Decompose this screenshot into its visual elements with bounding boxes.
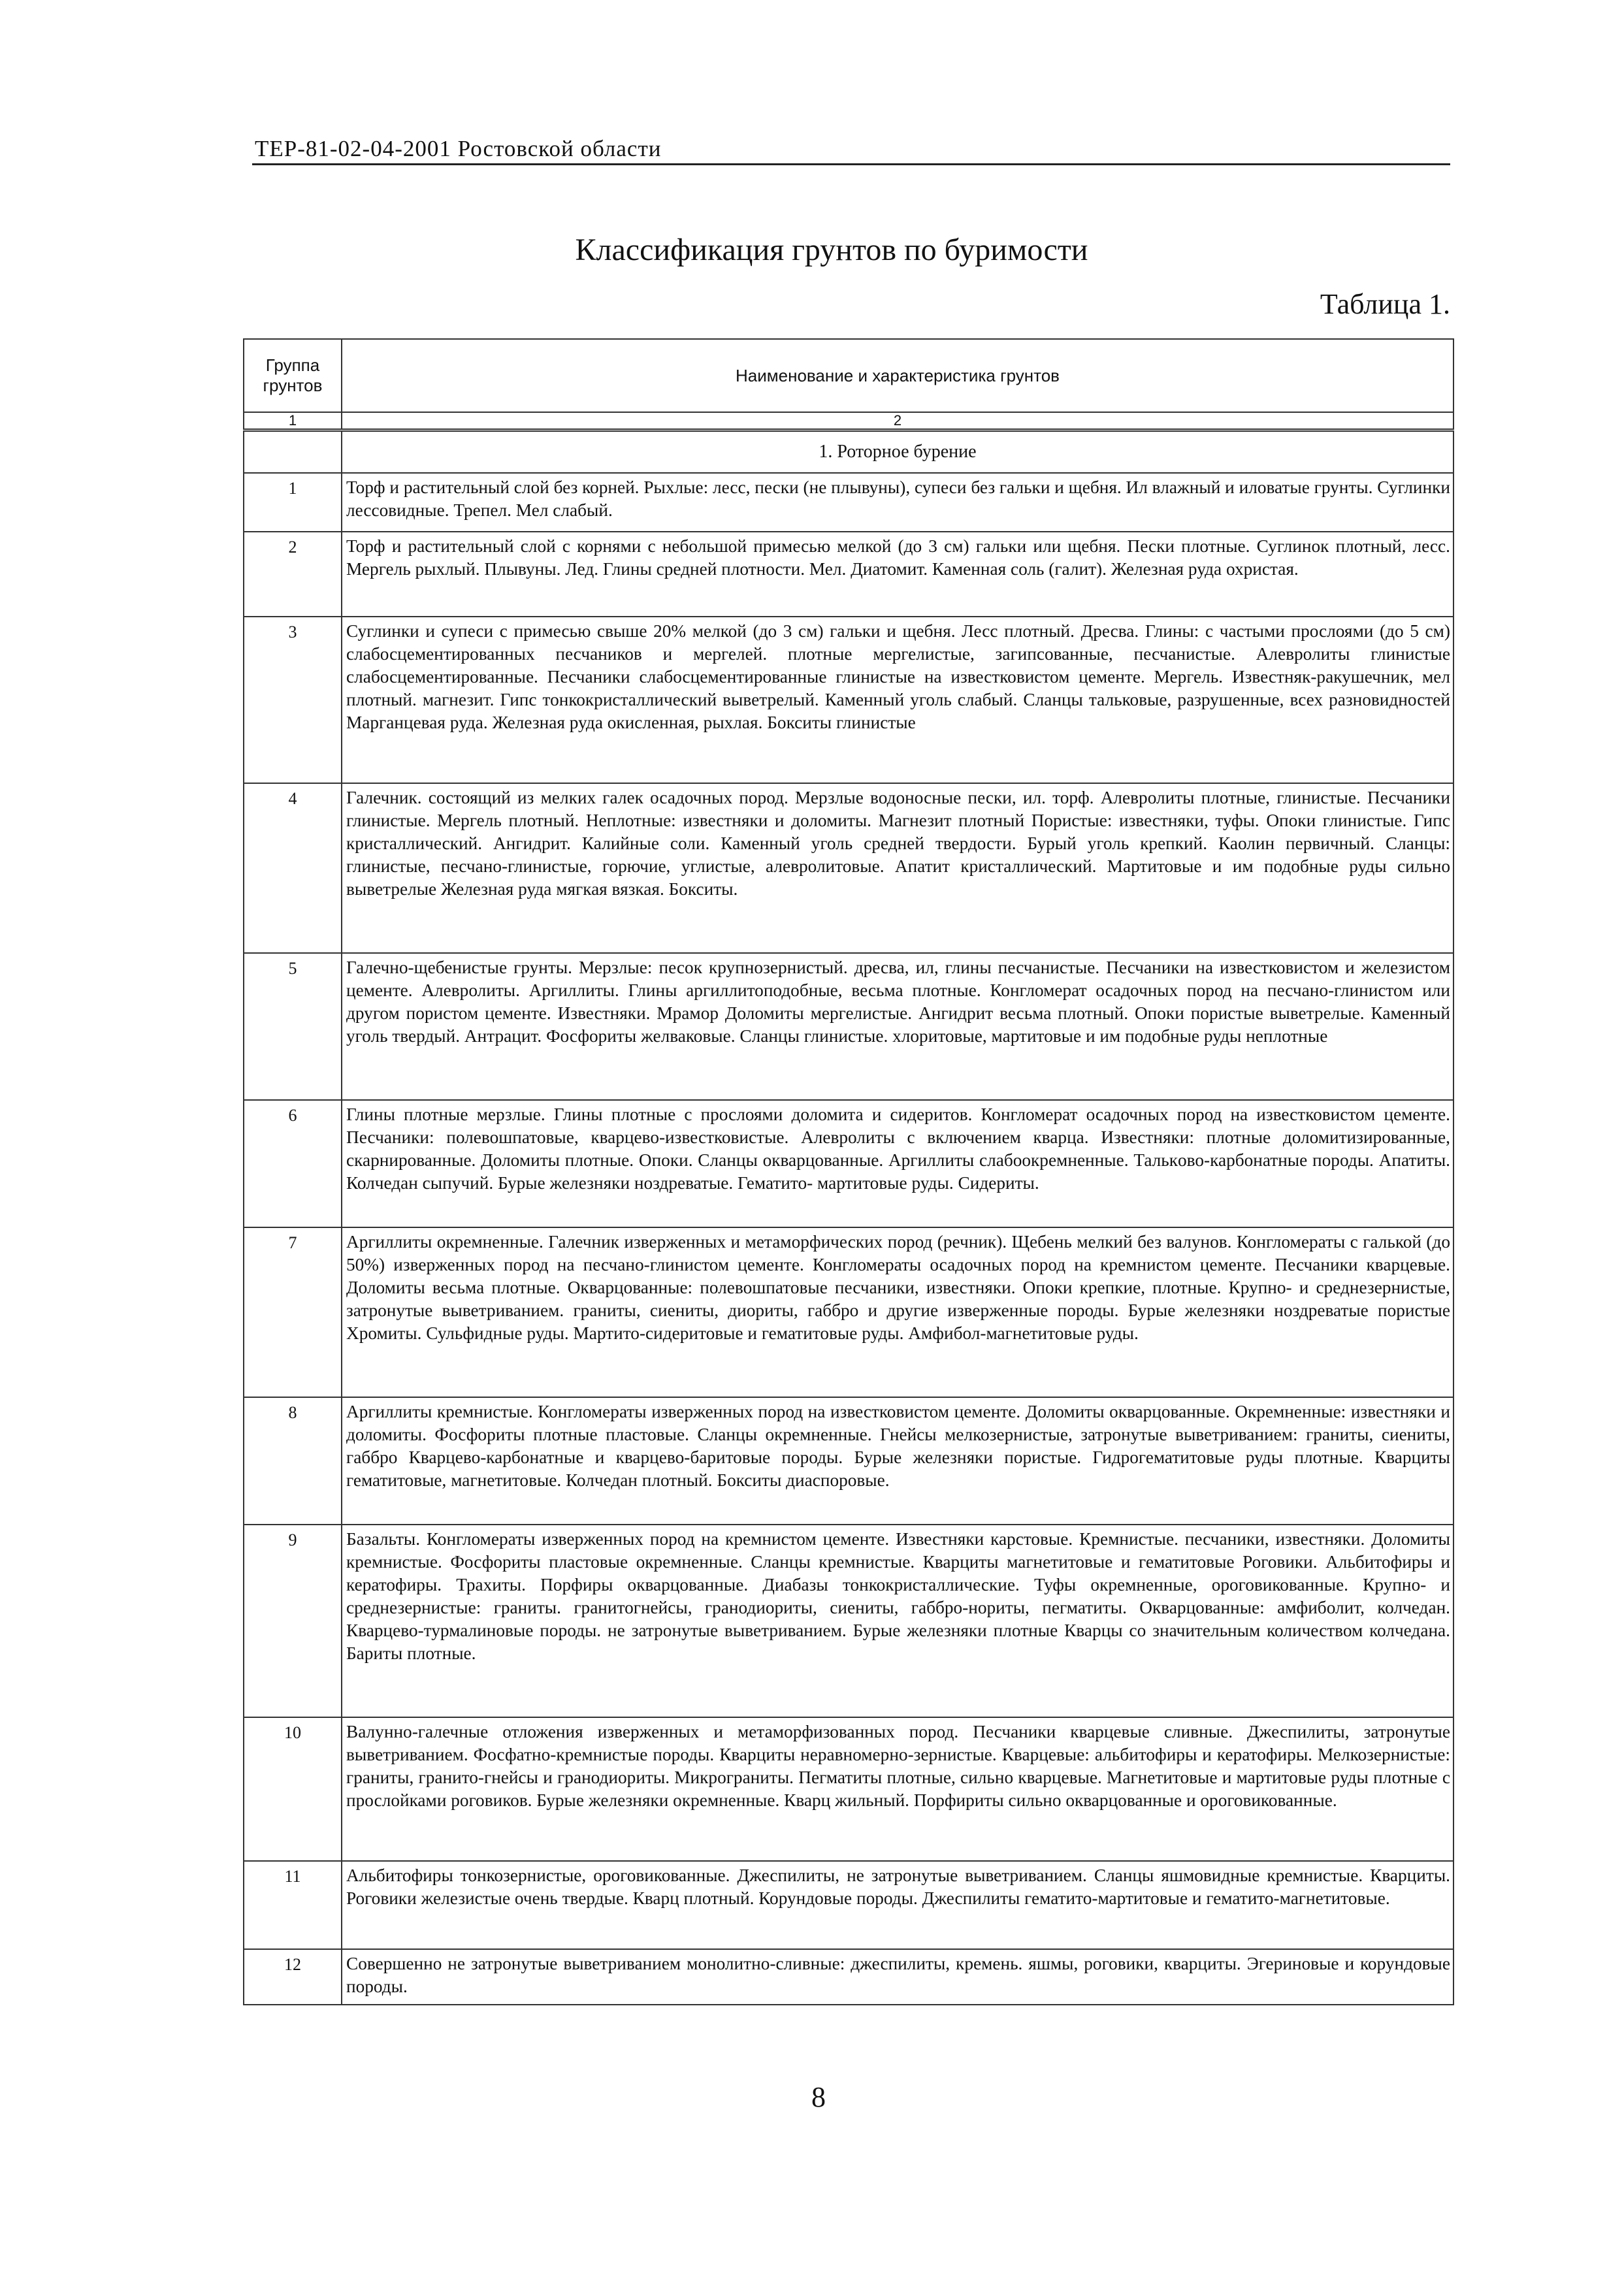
table-row bbox=[244, 1227, 1453, 1397]
section-row bbox=[244, 430, 1453, 474]
group-number: 6 bbox=[244, 1100, 342, 1227]
group-description: Аргиллиты кремнистые. Конгломераты изверженных пород на известковистом цементе. Доломиты окварцованные. Окремненные: известняки и доломиты. Фосфориты плотные пластовые. Сланцы окремненные. Гнейсы мелкозернистые, затронутые выветриванием: граниты, сиениты, габбро Кварцево-карбонатные и кварцево-баритовые породы. Бурые железняки пористые. Гидрогематитовые руды плотные. Кварциты гематитовые, магнетитовые. Колчедан плотный. Бокситы диаспоровые. bbox=[342, 1397, 1453, 1525]
table-row bbox=[244, 1397, 1453, 1525]
classification-table bbox=[243, 338, 1454, 2005]
document-header: ТЕР-81-02-04-2001 Ростовской области bbox=[255, 136, 662, 161]
group-number: 5 bbox=[244, 953, 342, 1100]
group-description: Торф и растительный слой без корней. Рыхлые: лесс, пески (не плывуны), супеси без гальки и щебня. Ил влажный и иловатые грунты. Суглинки лессовидные. Трепел. Мел слабый. bbox=[342, 473, 1453, 532]
group-description: Галечно-щебенистые грунты. Мерзлые: песок крупнозернистый. дресва, ил, глины песчанистые. Песчаники на известковистом и железистом цементе. Алевролиты. Аргиллиты. Глины аргиллитоподобные, весьма плотные. Конгломерат осадочных пород на песчано-глинистом или другом пористом цементе. Известняки. Мрамор Доломиты мергелистые. Ангидрит весьма плотный. Опоки пористые выветрелые. Каменный уголь твердый. Антрацит. Фосфориты желваковые. Сланцы глинистые. хлоритовые, мартитовые и им подобные руды неплотные bbox=[342, 953, 1453, 1100]
section-title: 1. Роторное бурение bbox=[342, 430, 1453, 474]
group-number: 2 bbox=[244, 532, 342, 617]
group-description: Валунно-галечные отложения изверженных и метаморфизованных пород. Песчаники кварцевые сливные. Джеспилиты, затронутые выветриванием. Фосфатно-кремнистые породы. Кварциты неравномерно-зернистые. Кварцевые: альбитофиры и кератофиры. Мелкозернистые: граниты, гранито-гнейсы и гранодиориты. Микрограниты. Пегматиты плотные, сильно кварцевые. Магнетитовые и мартитовые руды плотные с прослойками роговиков. Бурые железняки окремненные. Кварц жильный. Порфириты сильно окварцованные и ороговикованные. bbox=[342, 1717, 1453, 1861]
group-number: 11 bbox=[244, 1861, 342, 1949]
group-number: 4 bbox=[244, 783, 342, 953]
table-row bbox=[244, 1861, 1453, 1949]
group-number: 7 bbox=[244, 1227, 342, 1397]
table-row bbox=[244, 1100, 1453, 1227]
col-number-1: 1 bbox=[244, 412, 342, 430]
group-description: Аргиллиты окремненные. Галечник изверженных и метаморфических пород (речник). Щебень мелкий без валунов. Конгломераты с галькой (до 50%) изверженных пород на песчано-глинистом цементе. Конгломераты осадочных пород на кремнистом цементе. Песчаники кварцевые. Доломиты весьма плотные. Окварцованные: полевошпатовые песчаники, известняки. Опоки крепкие, плотные. Крупно- и среднезернистые, затронутые выветриванием. граниты, сиениты, диориты, габбро и другие изверженные породы. Бурые железняки ноздреватые пористые Хромиты. Сульфидные руды. Мартито-сидеритовые и гематитовые руды. Амфибол-магнетитовые руды. bbox=[342, 1227, 1453, 1397]
table-row bbox=[244, 1525, 1453, 1717]
table-row bbox=[244, 532, 1453, 617]
group-description: Торф и растительный слой с корнями с небольшой примесью мелкой (до 3 см) гальки или щебня. Пески плотные. Суглинок плотный, лесс. Мергель рыхлый. Плывуны. Лед. Глины средней плотности. Мел. Диатомит. Каменная соль (галит). Железная руда охристая. bbox=[342, 532, 1453, 617]
table-label: Таблица 1. bbox=[1320, 288, 1450, 320]
group-description: Совершенно не затронутые выветриванием монолитно-сливные: джеспилиты, кремень. яшмы, роговики, кварциты. Эгериновые и корундовые породы. bbox=[342, 1949, 1453, 2005]
table-row bbox=[244, 473, 1453, 532]
col-header-name: Наименование и характеристика грунтов bbox=[342, 339, 1453, 412]
column-number-row bbox=[244, 412, 1453, 430]
table-row bbox=[244, 1949, 1453, 2005]
group-description: Базальты. Конгломераты изверженных пород на кремнистом цементе. Известняки карстовые. Кремнистые. песчаники, известняки. Доломиты кремнистые. Фосфориты пластовые окремненные. Сланцы кремнистые. Кварциты магнетитовые и гематитовые Роговики. Альбитофиры и кератофиры. Трахиты. Порфиры окварцованные. Диабазы тонкокристаллические. Туфы окремненные, ороговикованные. Крупно- и среднезернистые: граниты. гранитогнейсы, гранодиориты, сиениты, габбро-нориты, пегматиты. Окварцованные: амфиболит, колчедан. Кварцево-турмалиновые породы. не затронутые выветриванием. Бурые железняки плотные Кварцы со значительным количеством колчедана. Бариты плотные. bbox=[342, 1525, 1453, 1717]
col-number-2: 2 bbox=[342, 412, 1453, 430]
group-number: 8 bbox=[244, 1397, 342, 1525]
group-number: 1 bbox=[244, 473, 342, 532]
header-rule bbox=[252, 163, 1450, 165]
table-header-row bbox=[244, 339, 1453, 412]
section-empty-cell bbox=[244, 430, 342, 474]
table-row bbox=[244, 1717, 1453, 1861]
page-number: 8 bbox=[811, 2081, 826, 2113]
group-description: Альбитофиры тонкозернистые, ороговикованные. Джеспилиты, не затронутые выветриванием. Сланцы яшмовидные кремнистые. Кварциты. Роговики железистые очень твердые. Кварц плотный. Корундовые породы. Джеспилиты гематито-мартитовые и гематито-магнетитовые. bbox=[342, 1861, 1453, 1949]
group-description: Глины плотные мерзлые. Глины плотные с прослоями доломита и сидеритов. Конгломерат осадочных пород на известковистом цементе. Песчаники: полевошпатовые, кварцево-известковистые. Алевролиты с включением кварца. Известняки: плотные доломитизированные, скарнированные. Доломиты плотные. Опоки. Сланцы окварцованные. Аргиллиты слабоокремненные. Талькoво-карбонатные породы. Апатиты. Колчедан сыпучий. Бурые железняки ноздреватые. Гематито- мартитовые руды. Сидериты. bbox=[342, 1100, 1453, 1227]
table-row bbox=[244, 617, 1453, 783]
group-description: Суглинки и супеси с примесью свыше 20% мелкой (до 3 см) гальки и щебня. Лесс плотный. Дресва. Глины: с частыми прослоями (до 5 см) слабосцементированных песчаников и мергелей. плотные мергелистые, загипсованные, песчанистые. Алевролиты глинистые слабосцементированные. Песчаники слабосцементированные глинистые на известковистом цементе. Мергель. Известняк-ракушечник, мел плотный. магнезит. Гипс тонкокристаллический выветрелый. Каменный уголь слабый. Сланцы тальковые, разрушенные, всех разновидностей Марганцевая руда. Железная руда окисленная, рыхлая. Бокситы глинистые bbox=[342, 617, 1453, 783]
group-description: Галечник. состоящий из мелких галек осадочных пород. Мерзлые водоносные пески, ил. торф. Алевролиты плотные, глинистые. Песчаники глинистые. Мергель плотный. Неплотные: известняки и доломиты. Магнезит плотный Пористые: известняки, туфы. Опоки глинистые. Гипс кристаллический. Ангидрит. Калийные соли. Каменный уголь средней твердости. Бурый уголь крепкий. Каолин первичный. Сланцы: глинистые, песчано-глинистые, горючие, углистые, алевролитовые. Апатит кристаллический. Мартитовые и им подобные руды сильно выветрелые Железная руда мягкая вязкая. Бокситы. bbox=[342, 783, 1453, 953]
table-row bbox=[244, 783, 1453, 953]
col-header-group: Группа грунтов bbox=[244, 339, 342, 412]
group-number: 12 bbox=[244, 1949, 342, 2005]
group-number: 9 bbox=[244, 1525, 342, 1717]
page-title: Классификация грунтов по буримости bbox=[575, 233, 1088, 267]
group-number: 3 bbox=[244, 617, 342, 783]
group-number: 10 bbox=[244, 1717, 342, 1861]
table-row bbox=[244, 953, 1453, 1100]
